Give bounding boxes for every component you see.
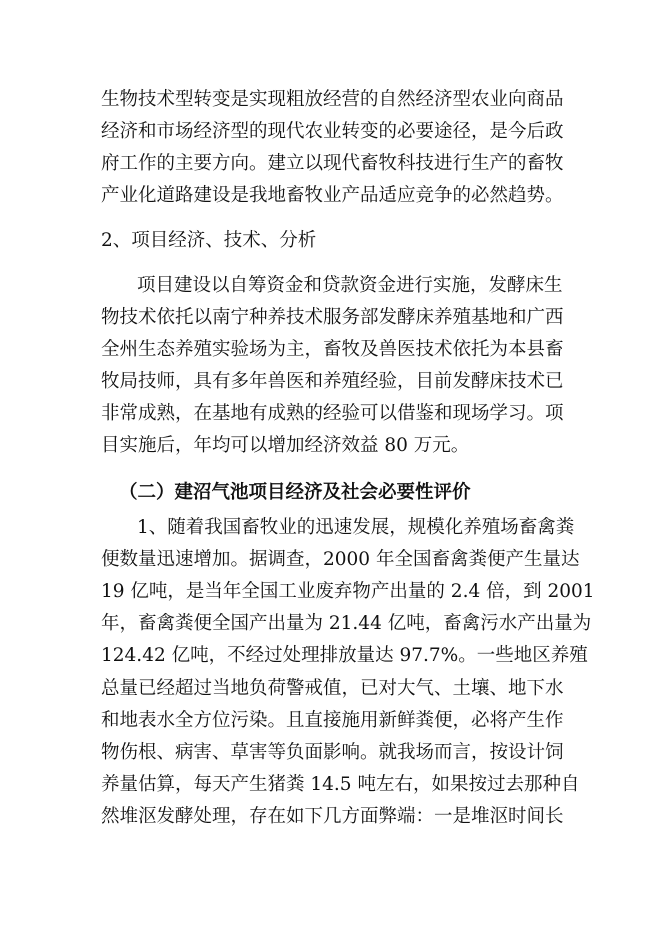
paragraph-3-line-2: 便数量迅速增加。据调查，2000 年全国畜禽粪便产生量达	[101, 549, 580, 570]
paragraph-1-line-1: 生物技术型转变是实现粗放经营的自然经济型农业向商品	[101, 89, 564, 110]
paragraph-1-line-3: 府工作的主要方向。建立以现代畜牧科技进行生产的畜牧	[101, 153, 564, 174]
paragraph-3-line-4: 年，畜禽粪便全国产出量为 21.44 亿吨，畜禽污水产出量为	[101, 613, 592, 634]
paragraph-1-line-4: 产业化道路建设是我地畜牧业产品适应竞争的必然趋势。	[101, 185, 564, 206]
paragraph-3-line-7: 和地表水全方位污染。且直接施用新鲜粪便，必将产生作	[101, 710, 564, 731]
paragraph-3-line-3: 19 亿吨，是当年全国工业废弃物产出量的 2.4 倍，到 2001	[101, 581, 595, 602]
paragraph-1-line-2: 经济和市场经济型的现代农业转变的必要途径，是今后政	[101, 121, 564, 142]
section-heading-biogas: （二）建沼气池项目经济及社会必要性评价	[119, 482, 471, 503]
paragraph-3-line-1: 1、随着我国畜牧业的迅速发展，规模化养殖场畜禽粪	[137, 517, 575, 538]
paragraph-3-line-10: 然堆沤发酵处理，存在如下几方面弊端：一是堆沤时间长	[101, 806, 564, 827]
subheading-project-economics: 2、项目经济、技术、分析	[101, 230, 317, 251]
paragraph-2-line-6: 目实施后，年均可以增加经济效益 80 万元。	[101, 435, 470, 456]
paragraph-3-line-9: 养量估算，每天产生猪粪 14.5 吨左右，如果按过去那种自	[101, 774, 580, 795]
paragraph-2-line-3: 全州生态养殖实验场为主，畜牧及兽医技术依托为本县畜	[101, 339, 564, 360]
paragraph-2-line-2: 物技术依托以南宁种养技术服务部发酵床养殖基地和广西	[101, 307, 564, 328]
paragraph-3-line-8: 物伤根、病害、草害等负面影响。就我场而言，按设计饲	[101, 742, 564, 763]
paragraph-2-line-5: 非常成熟，在基地有成熟的经验可以借鉴和现场学习。项	[101, 403, 564, 424]
paragraph-2-line-4: 牧局技师，具有多年兽医和养殖经验，目前发酵床技术已	[101, 371, 564, 392]
paragraph-2-line-1: 项目建设以自筹资金和贷款资金进行实施，发酵床生	[137, 275, 563, 296]
paragraph-3-line-6: 总量已经超过当地负荷警戒值，已对大气、土壤、地下水	[101, 678, 564, 699]
paragraph-3-line-5: 124.42 亿吨，不经过处理排放量达 97.7%。一些地区养殖	[101, 645, 588, 666]
